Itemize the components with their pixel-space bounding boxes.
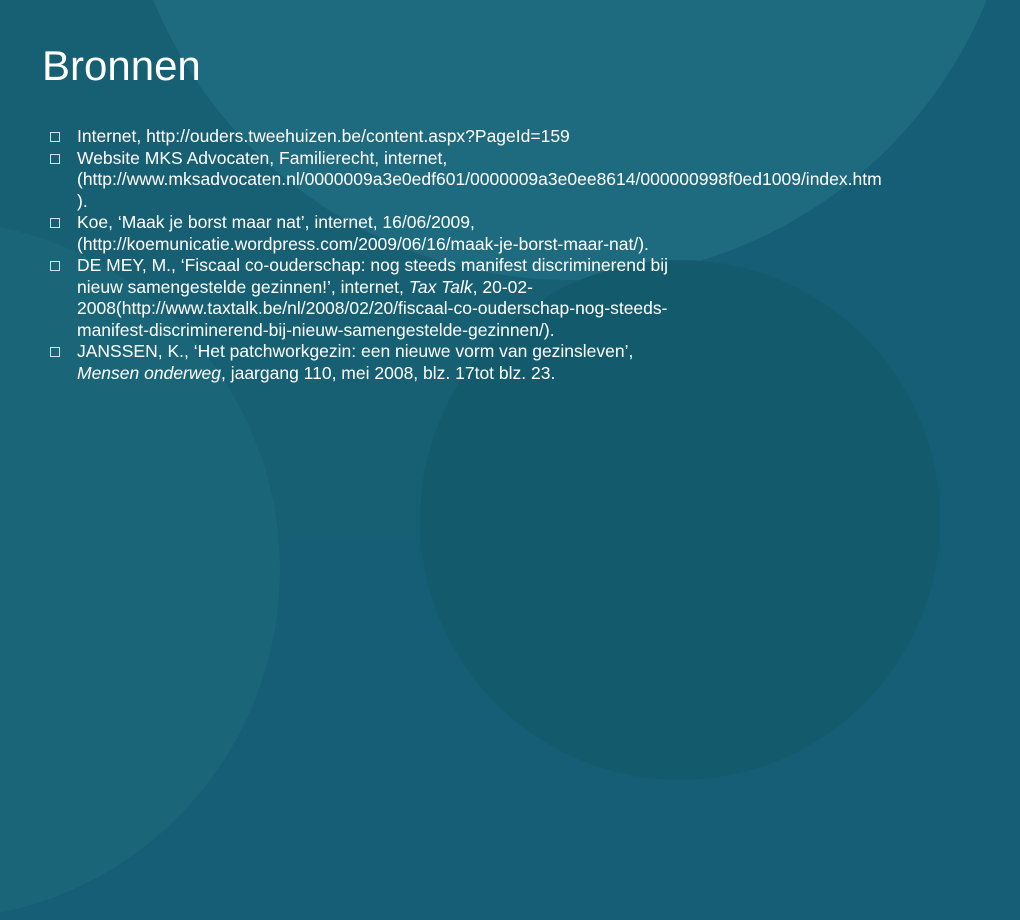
list-item [50,341,670,384]
source-text-part: , jaargang 110, mei 2008, blz. 17tot blz. 23. [220,362,556,383]
publication-title: Tax Talk [408,276,473,297]
source-list [50,126,882,384]
list-item [50,126,670,148]
source-text-part: DE MEY, M., ‘Fiscaal co-ouderschap: nog steeds manifest discriminerend bij nieuw samengestelde gezinnen!’, internet, [77,255,669,297]
list-item [50,255,670,341]
source-text: Website MKS Advocaten, Familierecht, internet, (http://www.mksadvocaten.nl/0000009a3e0edf601/0000009a3e0ee8614/000000998f0ed1009/index.htm ). [77,147,882,211]
bullet-square-icon [50,261,60,271]
source-text-part: , 20-02-2008(http://www.taxtalk.be/nl/2008/02/20/fiscaal-co-ouderschap-nog-steeds-manifest-discriminerend-bij-nieuw-samengestelde-gezinnen/). [77,276,668,340]
bullet-square-icon [50,347,60,357]
bullet-square-icon [50,218,60,228]
publication-title: Mensen onderweg [77,362,221,383]
source-text-part: JANSSEN, K., ‘Het patchworkgezin: een nieuwe vorm van gezinsleven’, [77,341,634,361]
source-text: Internet, http://ouders.tweehuizen.be/content.aspx?PageId=159 [77,126,570,146]
bullet-square-icon [50,154,60,164]
list-item [50,147,882,213]
slide-title: Bronnen [42,42,201,89]
bullet-square-icon [50,132,60,142]
source-text: Koe, ‘Maak je borst maar nat’, internet, 16/06/2009, (http://koemunicatie.wordpress.com/2009/06/16/maak-je-borst-maar-nat/). [77,212,649,254]
list-item [50,212,670,255]
